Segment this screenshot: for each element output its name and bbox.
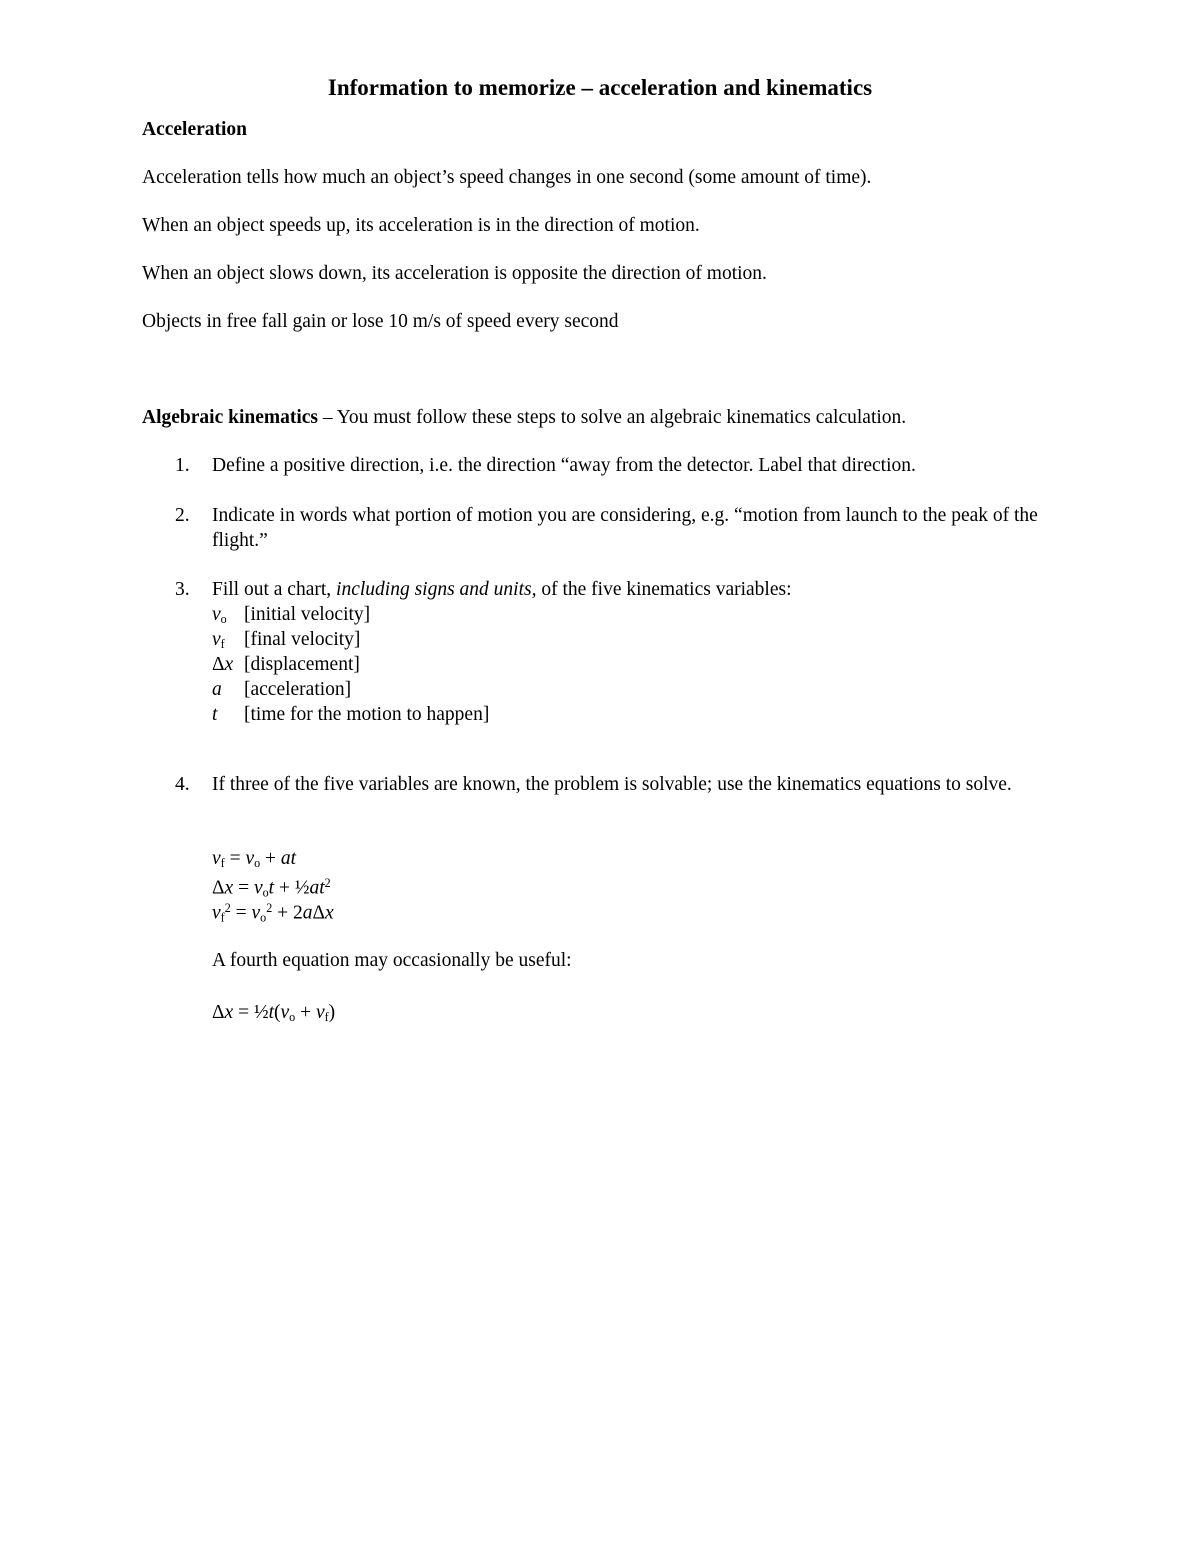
equation-2: $\Delta x = v_ot$ + $\frac{1}{2}at^2$ [212,876,331,900]
kinematics-intro-text: – You must follow these steps to solve an algebraic kinematics calculation. [318,407,907,428]
variable-initial-velocity: $v_o$ [initial velocity] [212,604,371,627]
step-4-number: 4. [175,774,190,795]
step-3-block [212,577,1062,727]
equation-3: $v_f^2 = v_o^2 + 2a\Delta x$ [212,901,334,925]
acceleration-paragraph-1: Acceleration tells how much an object’s speed changes in one second (some amount of time). [142,167,872,188]
equation-1: $v_f = v_o$ + at [212,848,297,871]
variable-final-velocity: $v_f$ [final velocity] [212,629,361,652]
acceleration-paragraph-2: When an object speeds up, its acceleration is in the direction of motion. [142,215,700,236]
kinematics-equations [212,846,1062,925]
step-1-text: Define a positive direction, i.e. the direction “away from the detector. Label that direction. [212,455,916,476]
equation-4: $\Delta x = \frac{1}{2}t(v_o + v_f)$ [212,1002,336,1025]
step-1-number: 1. [175,455,190,476]
page-title: Information to memorize – acceleration and kinematics [327,75,873,100]
step-2-number: 2. [175,505,190,526]
kinematics-heading: Algebraic kinematics [142,407,319,428]
kinematics-intro [142,405,906,430]
step-3-number: 3. [175,579,190,600]
variable-time: t [time for the motion to happen] [212,704,490,725]
acceleration-heading: Acceleration [142,119,248,140]
step-3-text: Fill out a chart, including signs and units, of the five kinematics variables: [212,579,792,600]
step-4-text: If three of the five variables are known, the problem is solvable; use the kinematics equations to solve. [212,774,1012,795]
acceleration-paragraph-4: Objects in free fall gain or lose 10 m/s of speed every second [142,311,619,332]
fourth-equation-intro: A fourth equation may occasionally be useful: [212,950,572,971]
acceleration-paragraph-3: When an object slows down, its acceleration is opposite the direction of motion. [142,263,767,284]
step-2-text: Indicate in words what portion of motion you are considering, e.g. “motion from launch to the peak of the flight.” [212,505,1038,551]
variable-displacement: Δx [displacement] [212,654,360,675]
variable-acceleration: a [acceleration] [212,679,352,700]
